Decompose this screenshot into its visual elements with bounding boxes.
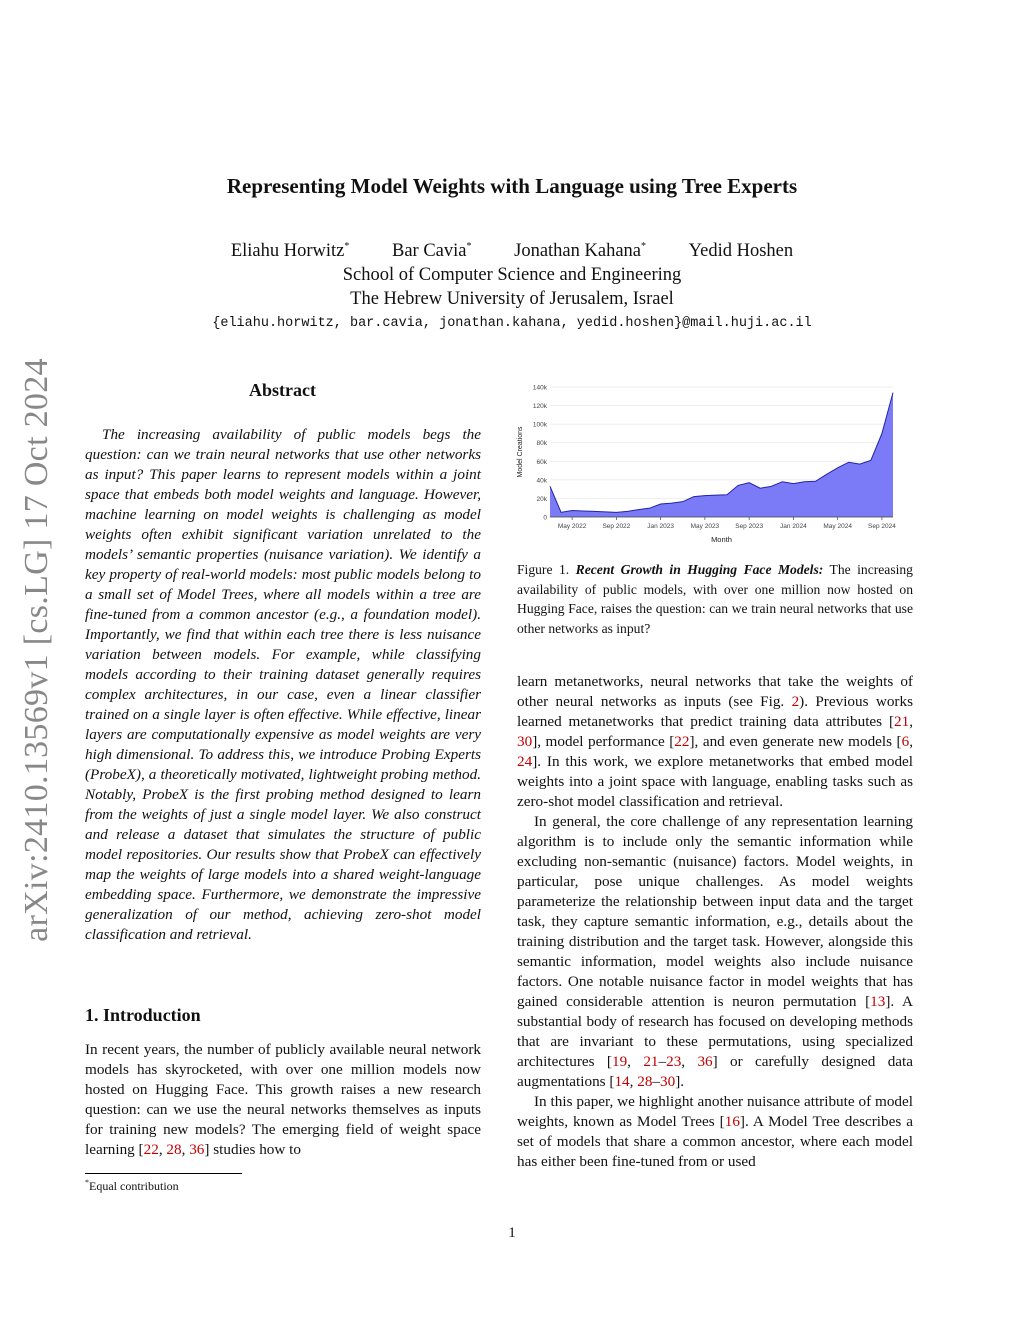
- x-tick-label: May 2024: [823, 523, 852, 530]
- text: ,: [629, 1073, 638, 1090]
- text: ], model performance [: [532, 733, 675, 750]
- x-tick-label: Sep 2022: [602, 523, 631, 530]
- author: Jonathan Kahana*: [514, 241, 647, 262]
- citation-link[interactable]: 23: [666, 1053, 682, 1070]
- section-heading-introduction: 1. Introduction: [85, 1005, 201, 1025]
- introduction-body: [85, 1040, 481, 1160]
- text: ]. A Model Tree describes a set of models that share a common ancestor, where each model has either been fine-tuned from or used: [517, 1113, 913, 1170]
- paragraph: [85, 1040, 481, 1160]
- citation-link[interactable]: 2: [791, 693, 800, 710]
- text: –: [652, 1073, 660, 1090]
- author-list: [0, 241, 1024, 262]
- x-tick-label: Jan 2023: [647, 523, 675, 530]
- growth-chart: [510, 378, 920, 548]
- citation-link[interactable]: 22: [674, 733, 690, 750]
- author-emails: {eliahu.horwitz, bar.cavia, jonathan.kahana, yedid.hoshen}@mail.huji.ac.il: [212, 316, 812, 331]
- citation-link[interactable]: 36: [189, 1141, 205, 1158]
- y-tick-label: 80k: [536, 440, 547, 448]
- text: –: [658, 1053, 667, 1070]
- text: ,: [158, 1141, 167, 1158]
- affiliation-school: School of Computer Science and Engineering: [342, 265, 682, 285]
- paper-title: Representing Model Weights with Language using Tree Experts: [226, 174, 798, 198]
- citation-link[interactable]: 36: [697, 1053, 713, 1070]
- x-tick-label: May 2022: [557, 523, 587, 530]
- figure-caption: Figure 1. Recent Growth in Hugging Face Models: The increasing availability of public models, with over one million now hosted on Hugging Face, raises the question: can we train neural networks that use other networks as input?: [517, 562, 913, 636]
- y-tick-label: 100k: [532, 421, 547, 429]
- citation-link[interactable]: 30: [517, 733, 533, 750]
- citation-link[interactable]: 21: [894, 713, 910, 730]
- text: In recent years, the number of publicly available neural network models has skyrocketed, with over one million models now hosted on Hugging Face. This growth raises a new research question: can we use the neural networks themselves as inputs for training new models? The emerging field of weight space learning [: [85, 1041, 481, 1158]
- text: learn metanetworks, neural networks that take the weights of other neural networks as inputs (see Fig.: [517, 673, 913, 710]
- paragraph: [517, 672, 913, 812]
- text: ,: [909, 733, 913, 750]
- text: ] studies how to: [204, 1141, 301, 1158]
- text: In general, the core challenge of any representation learning algorithm is to include only the semantic information while excluding non-semantic (nuisance) factors. Model weights, in particular, pose unique challenges. As model weights parameterize the relationship between input data and the target task, they capture semantic information, e.g., details about the training distribution and the target task. However, alongside this semantic information, model weights also include nuisance factors. One notable nuisance factor in model weights that has gained considerable attention is neuron permutation [: [517, 813, 913, 1010]
- arxiv-stamp: arXiv:2410.13569v1 [cs.LG] 17 Oct 2024: [18, 358, 55, 942]
- abstract-text: The increasing availability of public models begs the question: can we train neural networks that use other networks as input? This paper learns to represent models within a joint space that embeds both model weights and language. However, machine learning on model weights is challenging as model weights often exhibit significant variation unrelated to the models’ semantic properties (nuisance variation). We identify a key property of real-world models: most public models belong to a small set of Model Trees, where all models within a tree are fine-tuned from a common ancestor (e.g., a foundation model). Importantly, we find that within each tree there is less nuisance variation between models. For example, while classifying models according to their training dataset generally requires complex architectures, in our case, even a linear classifier trained on a single layer is often effective. While effective, linear layers are computationally expensive as model weights are very high dimensional. To address this, we introduce Probing Experts (ProbeX), a theoretically motivated, lightweight probing method. Notably, ProbeX is the first probing method designed to learn from the weights of just a single model layer. We also construct and release a dataset that simulates the structure of public model repositories. Our results show that ProbeX can effectively map the weights of large models into a shared weight-language embedding space. Furthermore, we demonstrate the impressive generalization of our method, achieving zero-shot model classification and retrieval.: [85, 426, 481, 943]
- citation-link[interactable]: 6: [901, 733, 910, 750]
- abstract-heading: Abstract: [249, 380, 316, 400]
- paragraph: [517, 812, 913, 1092]
- y-tick-label: 0: [543, 514, 547, 522]
- abstract-body: [85, 425, 481, 945]
- x-tick-label: Jan 2024: [780, 523, 807, 530]
- text: ,: [909, 713, 913, 730]
- x-tick-label: Sep 2024: [868, 523, 896, 530]
- author: Bar Cavia*: [392, 241, 472, 262]
- text: ] or carefully designed data augmentations [: [517, 1053, 913, 1090]
- right-column-body: [517, 672, 913, 1172]
- text: ,: [627, 1053, 644, 1070]
- text: ]. In this work, we explore metanetworks that embed model weights into a joint space with language, enabling tasks such as zero-shot model classification and retrieval.: [517, 753, 913, 810]
- citation-link[interactable]: 24: [517, 753, 533, 770]
- citation-link[interactable]: 14: [614, 1073, 630, 1090]
- citation-link[interactable]: 28: [166, 1141, 182, 1158]
- text: In this paper, we highlight another nuisance attribute of model weights, known as Model Trees [: [517, 1093, 913, 1130]
- page-number: 1: [508, 1225, 516, 1241]
- text: ,: [681, 1053, 698, 1070]
- x-tick-label: May 2023: [690, 523, 720, 530]
- affiliation-university: The Hebrew University of Jerusalem, Israel: [350, 289, 674, 309]
- footnote-divider: [85, 1173, 242, 1174]
- text: ]. A substantial body of research has focused on developing methods that are invariant to these permutations, using specialized architectures [: [517, 993, 913, 1070]
- y-tick-label: 140k: [532, 384, 547, 392]
- x-axis-label: Month: [711, 535, 732, 544]
- y-tick-label: 40k: [536, 477, 547, 485]
- y-tick-label: 20k: [536, 495, 547, 503]
- text: ). Previous works learned metanetworks that predict training data attributes [: [517, 693, 913, 730]
- y-axis-label: Model Creations: [517, 426, 524, 478]
- x-tick-label: Sep 2023: [735, 523, 764, 530]
- footnote: *Equal contribution: [85, 1178, 179, 1193]
- citation-link[interactable]: 21: [643, 1053, 659, 1070]
- y-tick-label: 120k: [532, 403, 547, 411]
- text: ], and even generate new models [: [689, 733, 902, 750]
- citation-link[interactable]: 22: [143, 1141, 159, 1158]
- paragraph: [517, 1092, 913, 1172]
- text: ].: [675, 1073, 685, 1090]
- citation-link[interactable]: 28: [637, 1073, 653, 1090]
- y-tick-label: 60k: [536, 458, 547, 466]
- citation-link[interactable]: 16: [724, 1113, 740, 1130]
- author: Yedid Hoshen: [688, 241, 794, 262]
- citation-link[interactable]: 30: [660, 1073, 676, 1090]
- author: Eliahu Horwitz*: [230, 241, 350, 262]
- caption-title: Recent Growth in Hugging Face Models:: [575, 562, 824, 577]
- citation-link[interactable]: 13: [870, 993, 886, 1010]
- citation-link[interactable]: 19: [611, 1053, 628, 1070]
- text: ,: [181, 1141, 190, 1158]
